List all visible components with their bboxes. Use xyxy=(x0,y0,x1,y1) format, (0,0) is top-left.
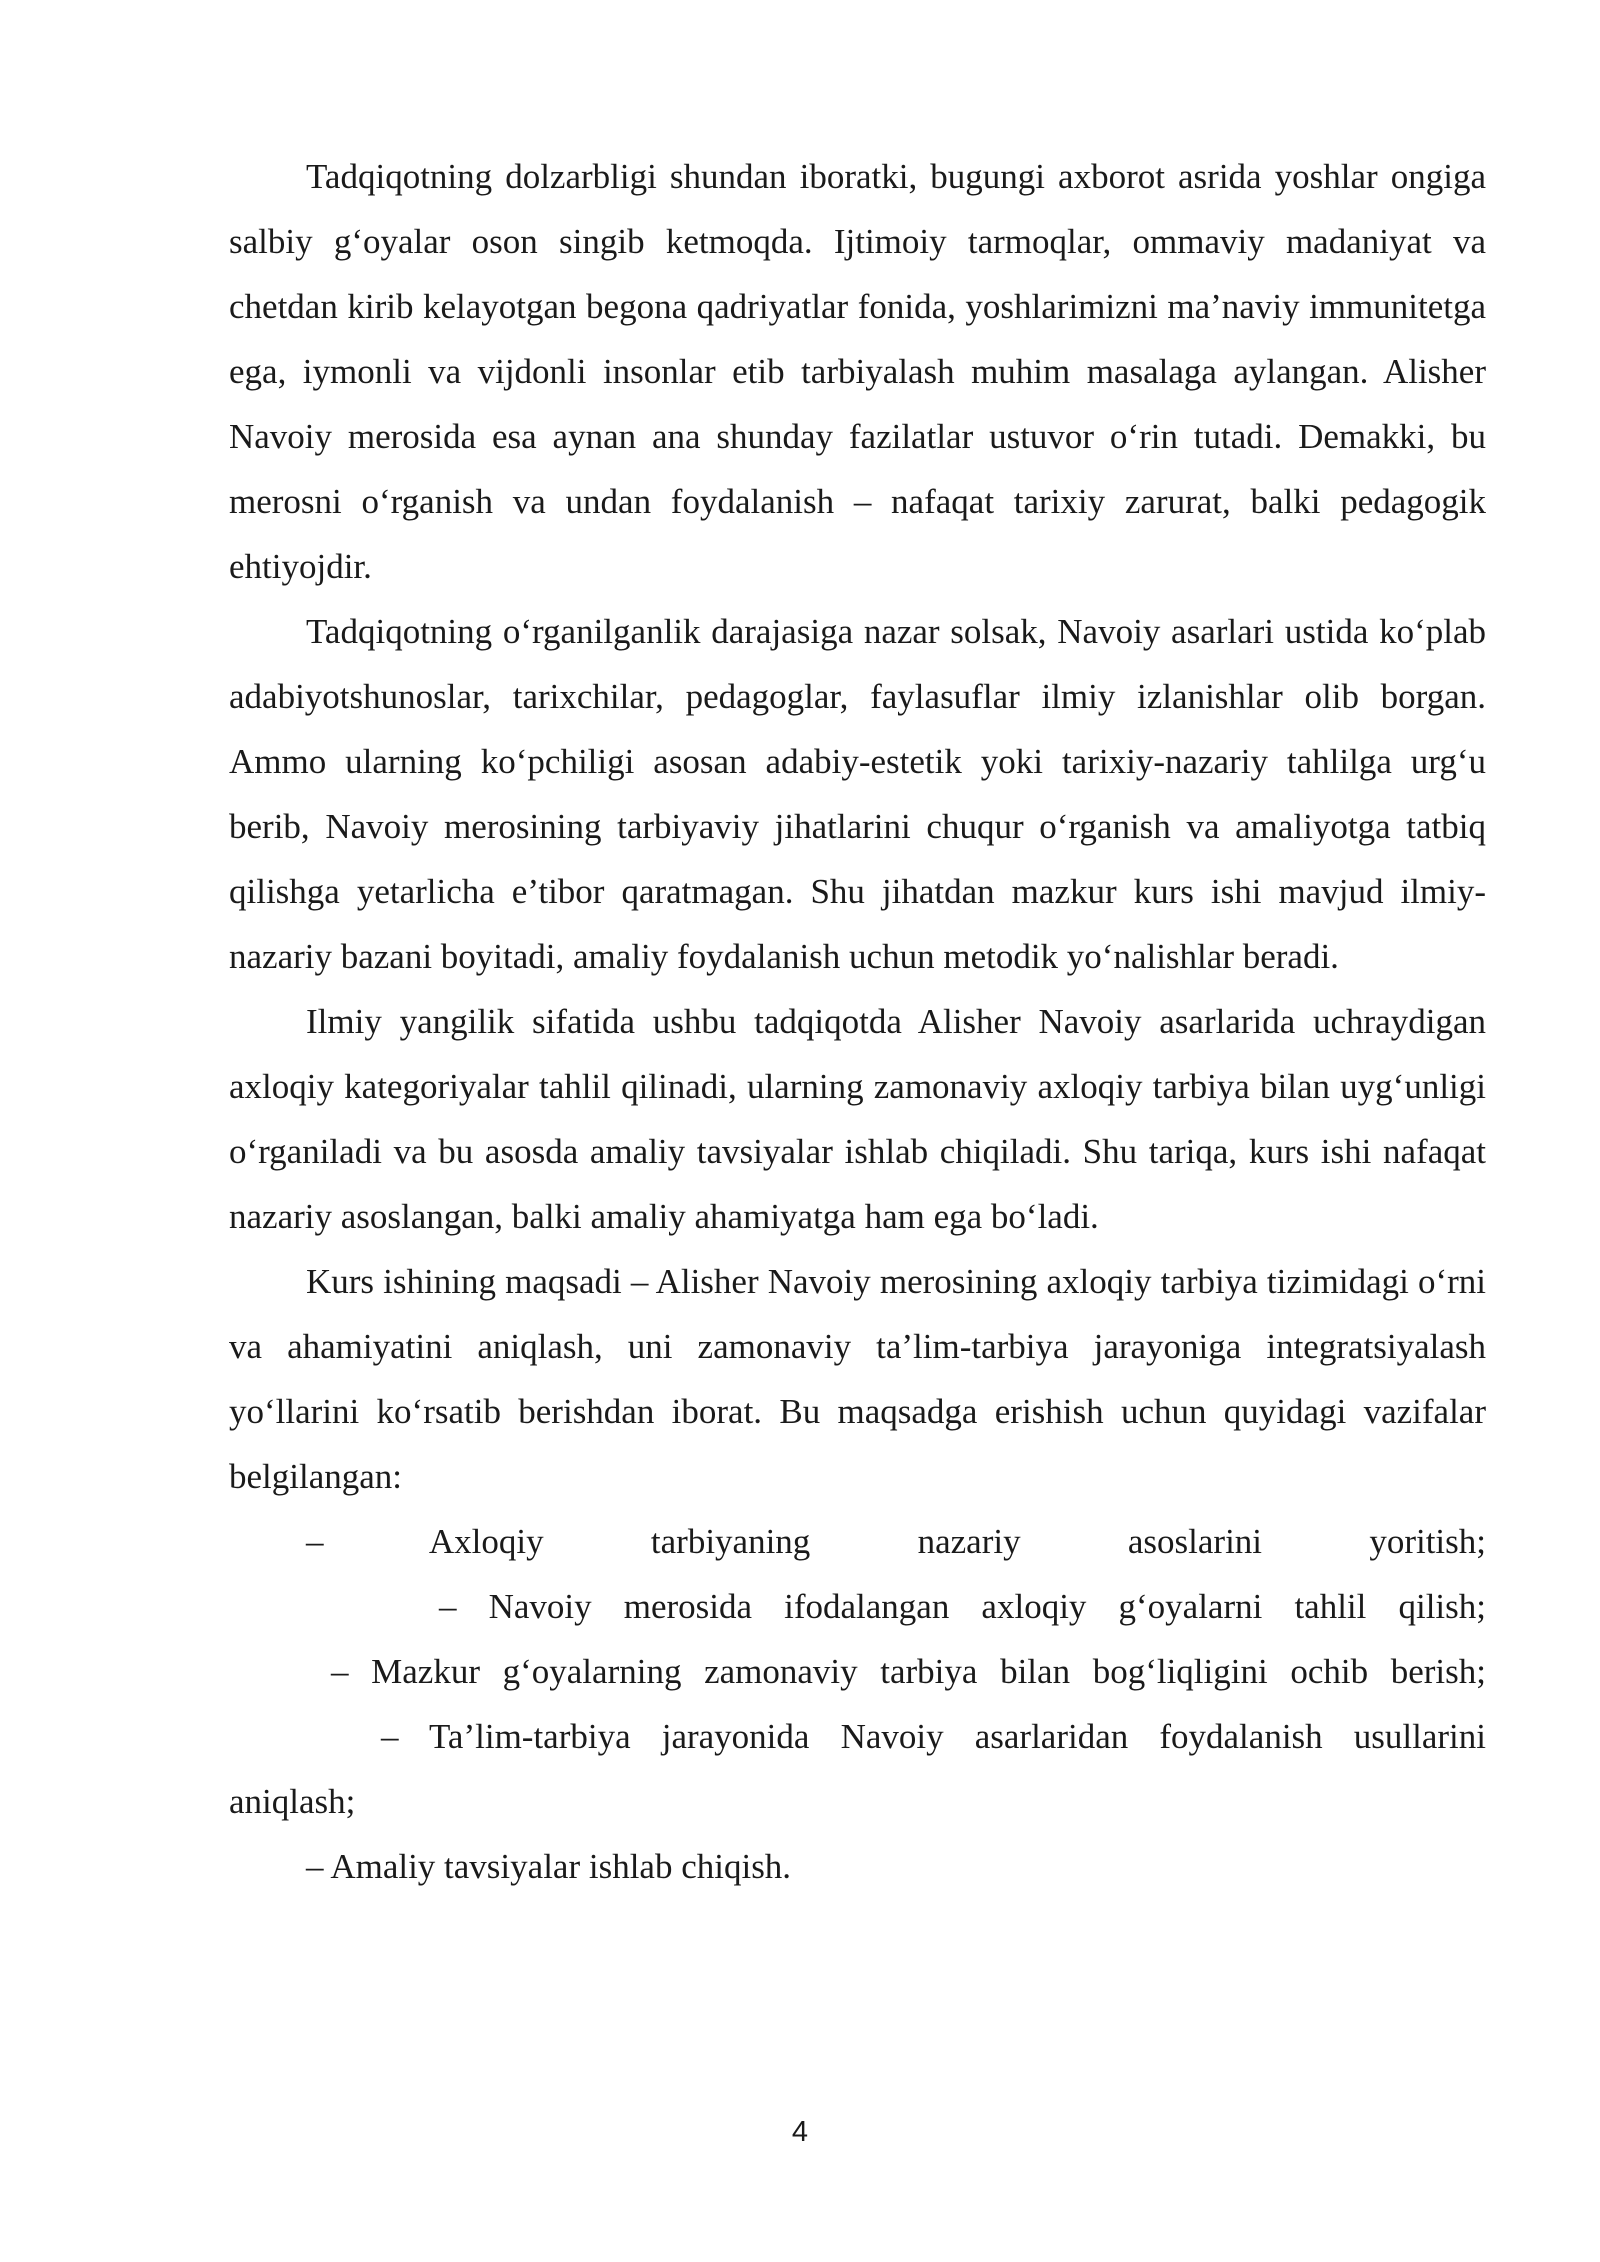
task-list xyxy=(229,1509,1486,1899)
task-item: – Navoiy merosida ifodalangan axloqiy g‘oyalarni tahlil qilish; xyxy=(439,1587,1486,1626)
task-item: – Ta’lim-tarbiya jarayonida Navoiy asarlaridan foydalanish usullarini aniqlash; xyxy=(229,1717,1486,1821)
page-body xyxy=(229,144,1486,1899)
paragraph-purpose: Kurs ishining maqsadi – Alisher Navoiy merosining axloqiy tarbiya tizimidagi o‘rni va ahamiyatini aniqlash, uni zamonaviy ta’lim-tarbiya jarayoniga integratsiyalash yo‘llarini ko‘rsatib berishdan iborat. Bu maqsadga erishish uchun quyidagi vazifalar belgilangan: xyxy=(229,1262,1486,1496)
paragraph-relevance: Tadqiqotning dolzarbligi shundan iboratki, bugungi axborot asrida yoshlar ongiga salbiy g‘oyalar oson singib ketmoqda. Ijtimoiy tarmoqlar, ommaviy madaniyat va chetdan kirib kelayotgan begona qadriyatlar fonida, yoshlarimizni ma’naviy immunitetga ega, iymonli va vijdonli insonlar etib tarbiyalash muhim masalaga aylangan. Alisher Navoiy merosida esa aynan ana shunday fazilatlar ustuvor o‘rin tutadi. Demakki, bu merosni o‘rganish va undan foydalanish – nafaqat tarixiy zarurat, balki pedagogik ehtiyojdir. xyxy=(229,157,1486,586)
task-item: – Amaliy tavsiyalar ishlab chiqish. xyxy=(306,1847,792,1886)
task-item: – Axloqiy tarbiyaning nazariy asoslarini yoritish; xyxy=(306,1522,1486,1561)
paragraph-study-level: Tadqiqotning o‘rganilganlik darajasiga nazar solsak, Navoiy asarlari ustida ko‘plab adabiyotshunoslar, tarixchilar, pedagoglar, faylasuflar ilmiy izlanishlar olib borgan. Ammo ularning ko‘pchiligi asosan adabiy-estetik yoki tarixiy-nazariy tahlilga urg‘u berib, Navoiy merosining tarbiyaviy jihatlarini chuqur o‘rganish va amaliyotga tatbiq qilishga yetarlicha e’tibor qaratmagan. Shu jihatdan mazkur kurs ishi mavjud ilmiy-nazariy bazani boyitadi, amaliy foydalanish uchun metodik yo‘nalishlar beradi. xyxy=(229,612,1486,976)
paragraph-scientific-novelty: Ilmiy yangilik sifatida ushbu tadqiqotda Alisher Navoiy asarlarida uchraydigan axloqiy kategoriyalar tahlil qilinadi, ularning zamonaviy axloqiy tarbiya bilan uyg‘unligi o‘rganiladi va bu asosda amaliy tavsiyalar ishlab chiqiladi. Shu tariqa, kurs ishi nafaqat nazariy asoslangan, balki amaliy ahamiyatga ham ega bo‘ladi. xyxy=(229,1002,1486,1236)
task-item: – Mazkur g‘oyalarning zamonaviy tarbiya bilan bog‘liqligini ochib berish; xyxy=(331,1652,1486,1691)
page-number: 4 xyxy=(791,2116,809,2148)
